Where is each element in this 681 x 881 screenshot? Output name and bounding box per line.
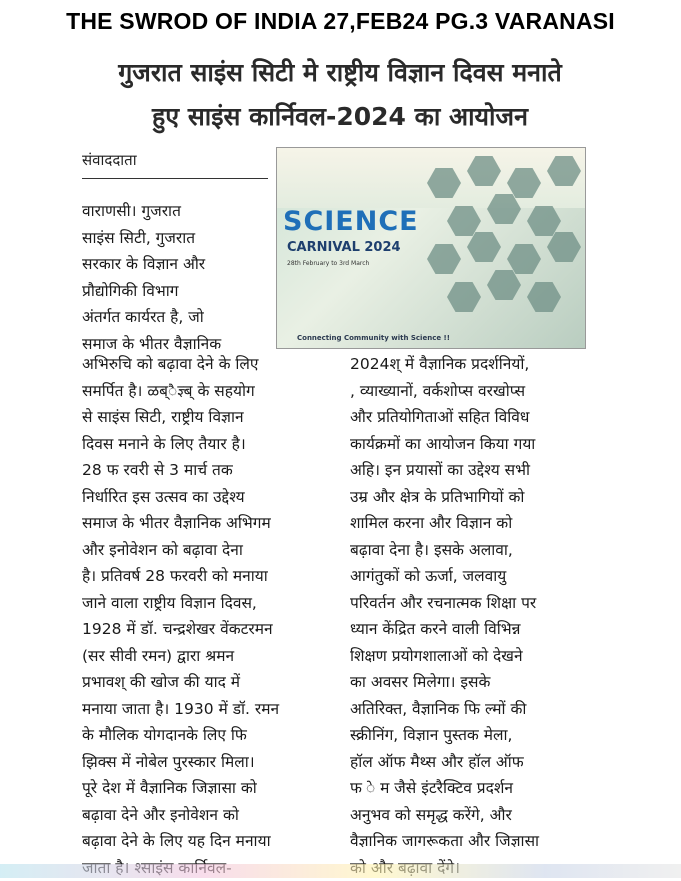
article-line: के मौलिक योगदानके लिए फि xyxy=(82,722,344,749)
article-line: 1928 में डॉ. चन्द्रशेखर वेंकटरमन xyxy=(82,616,344,643)
article-line: बढ़ावा देने और इनोवेशन को xyxy=(82,802,344,829)
poster-hexagon xyxy=(447,206,481,236)
poster-hexagon xyxy=(547,232,581,262)
article-line: झिक्स में नोबेल पुरस्कार मिला। xyxy=(82,749,344,776)
byline: संवाददाता xyxy=(82,150,137,170)
poster-tagline: Connecting Community with Science !! xyxy=(297,334,450,342)
article-line: शामिल करना और विज्ञान को xyxy=(350,510,612,537)
poster-hexagon xyxy=(427,244,461,274)
article-line: प्रौद्योगिकी विभाग xyxy=(82,278,270,305)
poster-title: SCIENCE xyxy=(283,206,419,237)
article-line: निर्धारित इस उत्सव का उद्देश्य xyxy=(82,484,344,511)
article-line: स्क्रीनिंग, विज्ञान पुस्तक मेला, xyxy=(350,722,612,749)
poster-subtitle: CARNIVAL 2024 xyxy=(287,240,401,255)
article-line: पूरे देश में वैज्ञानिक जिज्ञासा को xyxy=(82,775,344,802)
article-line: शिक्षण प्रयोगशालाओं को देखने xyxy=(350,643,612,670)
poster-hexagon xyxy=(447,282,481,312)
article-line: वैज्ञानिक जागरूकता और जिज्ञासा xyxy=(350,828,612,855)
article-line: परिवर्तन और रचनात्मक शिक्षा पर xyxy=(350,590,612,617)
article-line: अतिरिक्त, वैज्ञानिक फि ल्मों की xyxy=(350,696,612,723)
poster-hexagon xyxy=(467,232,501,262)
article-line: का अवसर मिलेगा। इसके xyxy=(350,669,612,696)
article-line: और इनोवेशन को बढ़ावा देना xyxy=(82,537,344,564)
article-line: अहि। इन प्रयासों का उद्देश्य सभी xyxy=(350,457,612,484)
article-line: और प्रतियोगिताओं सहित विविध xyxy=(350,404,612,431)
article-line: प्रभावश् की खोज की याद में xyxy=(82,669,344,696)
poster-hexagon xyxy=(487,270,521,300)
article-line: जाने वाला राष्ट्रीय विज्ञान दिवस, xyxy=(82,590,344,617)
poster-hexagon xyxy=(527,282,561,312)
article-line: (सर सीवी रमन) द्वारा श्रमन xyxy=(82,643,344,670)
event-poster-photo xyxy=(276,147,586,349)
article-line: अभिरुचि को बढ़ावा देने के लिए xyxy=(82,351,344,378)
article-line: अनुभव को समृद्ध करेंगे, और xyxy=(350,802,612,829)
article-line: समर्पित है। ळब्ैज्ञ्ब् के सहयोग xyxy=(82,378,344,405)
article-line: , व्याख्यानों, वर्कशोप्स वरखोप्स xyxy=(350,378,612,405)
article-column-right xyxy=(350,351,612,881)
article-line: वाराणसी। गुजरात xyxy=(82,198,270,225)
poster-hexagon xyxy=(527,206,561,236)
article-line: है। प्रतिवर्ष 28 फरवरी को मनाया xyxy=(82,563,344,590)
article-line: दिवस मनाने के लिए तैयार है। xyxy=(82,431,344,458)
article-line: सरकार के विज्ञान और xyxy=(82,251,270,278)
headline-line-2: हुए साइंस कार्निवल-2024 का आयोजन xyxy=(20,100,660,134)
byline-rule xyxy=(82,178,268,179)
print-color-bar xyxy=(0,864,681,878)
article-line: 28 फ रवरी से 3 मार्च तक xyxy=(82,457,344,484)
page-header: THE SWROD OF INDIA 27,FEB24 PG.3 VARANASI xyxy=(0,8,681,35)
article-line: हॉल ऑफ मैथ्स और हॉल ऑफ xyxy=(350,749,612,776)
article-line: बढ़ावा देने के लिए यह दिन मनाया xyxy=(82,828,344,855)
poster-dates: 28th February to 3rd March xyxy=(287,260,369,267)
article-line: आगंतुकों को ऊर्जा, जलवायु xyxy=(350,563,612,590)
article-line: फ े म जैसे इंटरैक्टिव प्रदर्शन xyxy=(350,775,612,802)
headline-line-1: गुजरात साइंस सिटी मे राष्ट्रीय विज्ञान दिवस मनाते xyxy=(20,56,660,90)
article-line: कार्यक्रमों का आयोजन किया गया xyxy=(350,431,612,458)
article-line: उम्र और क्षेत्र के प्रतिभागियों को xyxy=(350,484,612,511)
poster-hexagon xyxy=(507,244,541,274)
article-line: मनाया जाता है। 1930 में डॉ. रमन xyxy=(82,696,344,723)
article-column-top xyxy=(82,198,270,357)
article-line: समाज के भीतर वैज्ञानिक अभिगम xyxy=(82,510,344,537)
article-line: 2024श् में वैज्ञानिक प्रदर्शनियों, xyxy=(350,351,612,378)
article-line: से साइंस सिटी, राष्ट्रीय विज्ञान xyxy=(82,404,344,431)
article-line: ध्यान केंद्रित करने वाली विभिन्न xyxy=(350,616,612,643)
article-column-left xyxy=(82,351,344,881)
article-line: साइंस सिटी, गुजरात xyxy=(82,225,270,252)
article-line: समाज के भीतर वैज्ञानिक xyxy=(82,331,270,358)
article-line: अंतर्गत कार्यरत है, जो xyxy=(82,304,270,331)
article-line: बढ़ावा देना है। इसके अलावा, xyxy=(350,537,612,564)
